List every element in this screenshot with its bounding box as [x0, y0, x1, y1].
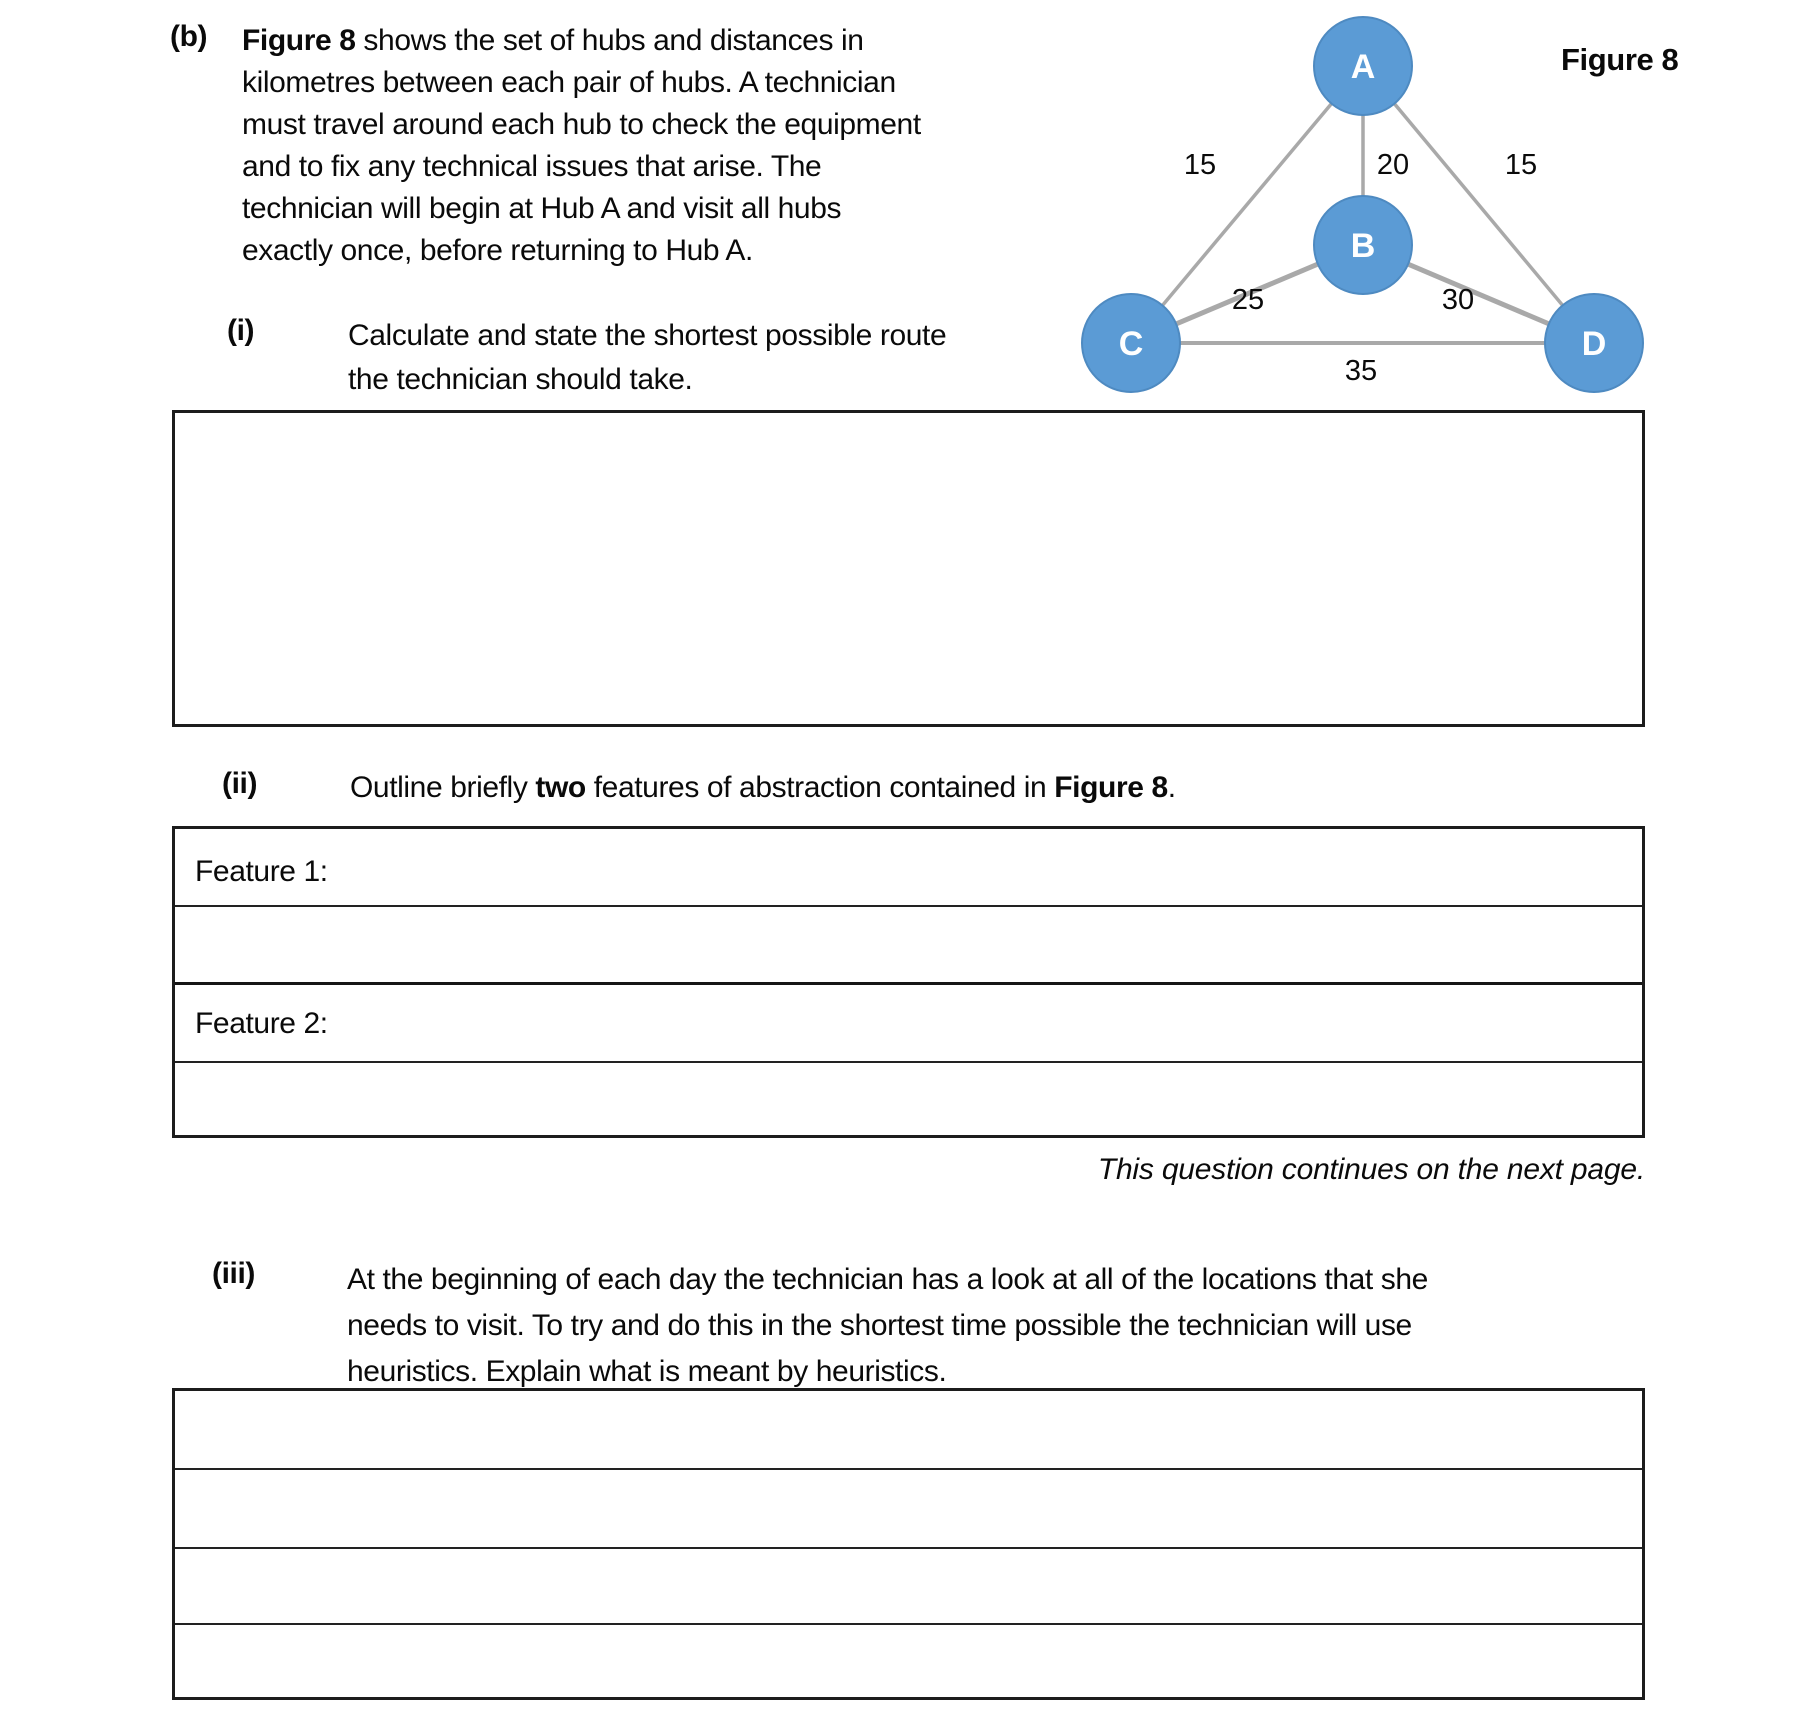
part-ii-bold-figure8: Figure 8: [1054, 771, 1168, 804]
intro-line-2: kilometres between each pair of hubs. A technician: [242, 66, 896, 99]
node-C-label: C: [1118, 325, 1144, 363]
feature-2-label: Feature 2:: [195, 1007, 328, 1040]
intro-line1-bold: Figure 8: [242, 24, 356, 57]
intro-line-3: must travel around each hub to check the equipment: [242, 108, 921, 141]
edge-label-A-B: 20: [1376, 149, 1410, 181]
iii-writing-line-1: [175, 1468, 1642, 1470]
part-ii-text: [350, 767, 1176, 809]
edge-label-B-C: 25: [1231, 284, 1265, 316]
part-iii-text: [347, 1257, 1428, 1395]
answer-box-part-ii: [172, 826, 1645, 1138]
edge-label-C-D: 35: [1344, 355, 1378, 387]
intro-line-5: technician will begin at Hub A and visit all hubs: [242, 192, 842, 225]
part-ii-end: .: [1167, 771, 1176, 804]
edge-label-A-C: 15: [1183, 149, 1217, 181]
intro-line-4: and to fix any technical issues that arise. The: [242, 150, 822, 183]
intro-line1-rest: shows the set of hubs and distances in: [355, 24, 864, 57]
answer-box-part-i: [172, 410, 1645, 727]
edge-A-D: [1363, 66, 1594, 343]
part-i-line-2: the technician should take.: [348, 363, 693, 396]
feature-1-writing-line: [175, 905, 1642, 907]
figure-caption: Figure 8: [1561, 42, 1679, 77]
node-A-label: A: [1350, 48, 1376, 86]
iii-writing-line-2: [175, 1547, 1642, 1549]
feature-2-writing-line: [175, 1061, 1642, 1063]
part-iii-line-3: heuristics. Explain what is meant by heuristics.: [347, 1355, 947, 1388]
feature-1-label: Feature 1:: [195, 855, 328, 888]
feature-divider-line: [175, 982, 1642, 985]
intro-line-6: exactly once, before returning to Hub A.: [242, 234, 753, 267]
node-B-label: B: [1350, 227, 1376, 265]
part-b-label: (b): [170, 20, 208, 53]
part-ii-pre: Outline briefly: [350, 771, 536, 804]
part-i-line-1: Calculate and state the shortest possible route: [348, 319, 947, 352]
intro-line-1: [242, 20, 921, 62]
part-ii-bold-two: two: [535, 771, 586, 804]
part-iii-label: (iii): [212, 1257, 255, 1290]
part-iii-line-2: needs to visit. To try and do this in the shortest time possible the technician will use: [347, 1309, 1412, 1342]
continuation-note: This question continues on the next page.: [1097, 1153, 1645, 1186]
part-i-text: [348, 314, 946, 402]
iii-writing-line-3: [175, 1623, 1642, 1625]
edge-label-B-D: 30: [1441, 284, 1475, 316]
part-ii-label: (ii): [222, 767, 258, 800]
part-i-label: (i): [227, 314, 255, 347]
answer-box-part-iii: [172, 1388, 1645, 1700]
part-iii-line-1: At the beginning of each day the technician has a look at all of the locations that she: [347, 1263, 1428, 1296]
intro-paragraph: [242, 20, 921, 272]
node-D-label: D: [1581, 325, 1607, 363]
edge-label-A-D: 15: [1504, 149, 1538, 181]
part-ii-mid: features of abstraction contained in: [585, 771, 1055, 804]
